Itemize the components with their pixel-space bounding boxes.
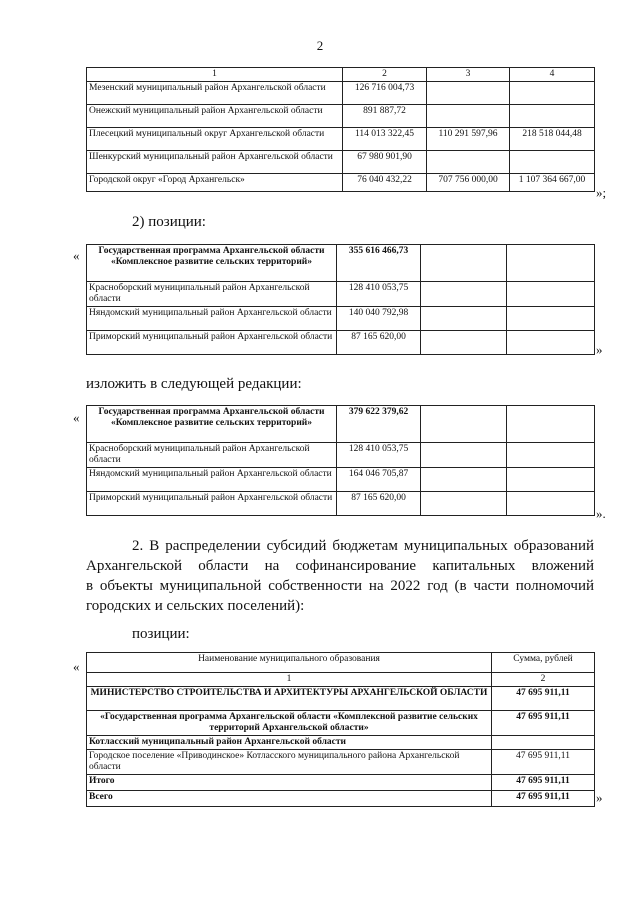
paragraph-2-line: в объекты муниципальной собственности на 2022 год (в части полномочий — [86, 578, 594, 594]
amount-cell — [507, 492, 595, 516]
table-row — [87, 128, 595, 151]
district-name: Шенкурский муниципальный район Архангельской области — [87, 151, 343, 174]
amount-cell — [507, 331, 595, 355]
district-name: Няндомский муниципальный район Архангельской области — [87, 307, 337, 331]
table-row — [87, 687, 595, 711]
table-row — [87, 492, 595, 516]
district-name: Мезенский муниципальный район Архангельской области — [87, 82, 343, 105]
table-row — [87, 775, 595, 791]
closing-quote: »; — [596, 185, 607, 200]
column-number: 2 — [343, 68, 427, 82]
opening-quote: « — [73, 659, 80, 674]
column-number: 4 — [510, 68, 595, 82]
amount-cell: 67 980 901,90 — [343, 151, 427, 174]
amount-cell — [421, 406, 507, 443]
amount-cell: 76 040 432,22 — [343, 174, 427, 192]
district-name: Красноборский муниципальный район Архангельской области — [87, 443, 337, 468]
amount-cell — [492, 736, 595, 750]
paragraph-2-line: городских и сельских поселений): — [86, 598, 305, 614]
amount-cell: 128 410 053,75 — [337, 282, 421, 307]
district-name: Городской округ «Город Архангельск» — [87, 174, 343, 192]
header-municipality: Наименование муниципального образования — [87, 653, 492, 673]
amount-cell — [507, 443, 595, 468]
table-row — [87, 468, 595, 492]
table-header-row — [87, 68, 595, 82]
closing-quote: ». — [596, 506, 606, 521]
amount-cell — [510, 82, 595, 105]
amount-cell: 128 410 053,75 — [337, 443, 421, 468]
opening-quote: « — [73, 248, 80, 263]
amount-cell — [421, 443, 507, 468]
amount-cell: 355 616 466,73 — [337, 245, 421, 282]
header-sum: Сумма, рублей — [492, 653, 595, 673]
table-row — [87, 406, 595, 443]
district-name: Приморский муниципальный район Архангельской области — [87, 331, 337, 355]
table-header-row — [87, 653, 595, 673]
restate-label: изложить в следующей редакции: — [86, 376, 302, 392]
amount-cell: 164 046 705,87 — [337, 468, 421, 492]
column-number: 2 — [492, 673, 595, 687]
table-row — [87, 711, 595, 736]
amount-cell: 87 165 620,00 — [337, 331, 421, 355]
amount-cell — [421, 492, 507, 516]
paragraph-2-line: Архангельской области на софинансирование капитальных вложений — [86, 558, 594, 574]
amount-cell: 47 695 911,11 — [492, 750, 595, 775]
amount-cell: 47 695 911,11 — [492, 775, 595, 791]
column-number: 1 — [87, 673, 492, 687]
table-row — [87, 736, 595, 750]
program-name: Государственная программа Архангельской области «Комплексное развитие сельских территорий» — [87, 245, 337, 282]
amount-cell: 87 165 620,00 — [337, 492, 421, 516]
table-row — [87, 443, 595, 468]
amount-cell: 140 040 792,98 — [337, 307, 421, 331]
table-row — [87, 750, 595, 775]
table-row — [87, 105, 595, 128]
amount-cell — [421, 468, 507, 492]
amount-cell: 47 695 911,11 — [492, 711, 595, 736]
district-name: Красноборский муниципальный район Архангельской области — [87, 282, 337, 307]
amount-cell — [510, 105, 595, 128]
amount-cell — [507, 468, 595, 492]
closing-quote: » — [596, 790, 603, 805]
total-label: Всего — [87, 791, 492, 807]
item-2-label: 2) позиции: — [132, 214, 206, 230]
table-row — [87, 282, 595, 307]
settlement-name: Городское поселение «Приводинское» Котласского муниципального района Архангельской области — [87, 750, 492, 775]
paragraph-2-line: 2. В распределении субсидий бюджетам муниципальных образований — [132, 538, 594, 554]
amount-cell — [507, 245, 595, 282]
amount-cell — [507, 282, 595, 307]
table-row — [87, 791, 595, 807]
amount-cell — [421, 307, 507, 331]
amount-cell: 218 518 044,48 — [510, 128, 595, 151]
table-row — [87, 307, 595, 331]
table-row — [87, 331, 595, 355]
amount-cell — [427, 105, 510, 128]
amount-cell — [421, 245, 507, 282]
district-name: Котласский муниципальный район Архангельской области — [87, 736, 492, 750]
table-row — [87, 174, 595, 192]
subsidy-table — [86, 652, 595, 807]
amount-cell: 1 107 364 667,00 — [510, 174, 595, 192]
positions-table-old — [86, 244, 595, 355]
table-row — [87, 82, 595, 105]
amount-cell: 707 756 000,00 — [427, 174, 510, 192]
amount-cell — [507, 307, 595, 331]
column-number: 1 — [87, 68, 343, 82]
districts-table-continued — [86, 67, 595, 192]
program-name: Государственная программа Архангельской области «Комплексное развитие сельских территорий» — [87, 406, 337, 443]
amount-cell: 47 695 911,11 — [492, 687, 595, 711]
positions-table-new — [86, 405, 595, 516]
subtotal-label: Итого — [87, 775, 492, 791]
district-name: Онежский муниципальный район Архангельской области — [87, 105, 343, 128]
amount-cell — [427, 151, 510, 174]
amount-cell: 47 695 911,11 — [492, 791, 595, 807]
closing-quote: » — [596, 342, 603, 357]
ministry-name: МИНИСТЕРСТВО СТРОИТЕЛЬСТВА И АРХИТЕКТУРЫ АРХАНГЕЛЬСКОЙ ОБЛАСТИ — [87, 687, 492, 711]
table-row — [87, 245, 595, 282]
amount-cell: 891 887,72 — [343, 105, 427, 128]
district-name: Плесецкий муниципальный округ Архангельской области — [87, 128, 343, 151]
table-row — [87, 151, 595, 174]
page-number: 2 — [316, 38, 324, 53]
table-header-row — [87, 673, 595, 687]
column-number: 3 — [427, 68, 510, 82]
amount-cell — [507, 406, 595, 443]
opening-quote: « — [73, 410, 80, 425]
amount-cell — [427, 82, 510, 105]
amount-cell — [421, 282, 507, 307]
amount-cell — [421, 331, 507, 355]
amount-cell: 379 622 379,62 — [337, 406, 421, 443]
positions-label: позиции: — [132, 626, 190, 642]
district-name: Няндомский муниципальный район Архангельской области — [87, 468, 337, 492]
amount-cell — [510, 151, 595, 174]
district-name: Приморский муниципальный район Архангельской области — [87, 492, 337, 516]
program-name: «Государственная программа Архангельской области «Комплексной развитие сельских территорий Архангельской области» — [87, 711, 492, 736]
amount-cell: 110 291 597,96 — [427, 128, 510, 151]
amount-cell: 126 716 004,73 — [343, 82, 427, 105]
amount-cell: 114 013 322,45 — [343, 128, 427, 151]
